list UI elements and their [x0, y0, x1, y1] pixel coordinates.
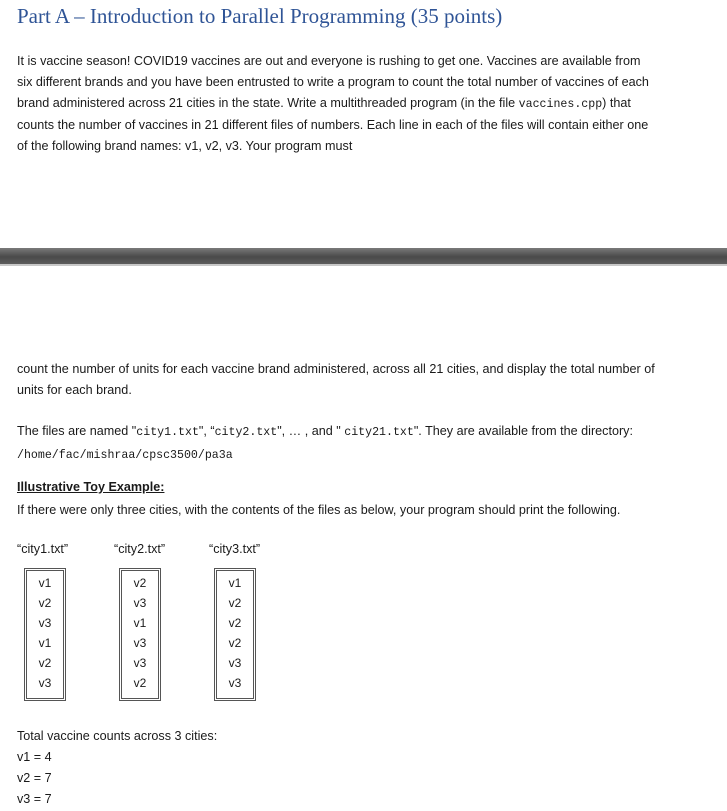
- page-break-shadow: [0, 264, 727, 266]
- file-line: v2: [38, 596, 52, 610]
- file-box-city2: [119, 568, 161, 701]
- output-title: Total vaccine counts across 3 cities:: [17, 729, 218, 743]
- files-text-3: ", … , and ": [277, 424, 345, 438]
- file-box-city1: [24, 568, 66, 701]
- output-line-v2: v2 = 7: [17, 771, 52, 785]
- file-line: v1: [38, 576, 52, 590]
- code-directory-path: /home/fac/mishraa/cpsc3500/pa3a: [17, 448, 233, 462]
- files-text-4: ". They are available from the directory:: [413, 424, 633, 438]
- file-label-city2: “city2.txt”: [114, 542, 166, 556]
- page-break-bar: [0, 248, 727, 264]
- file-line: v1: [133, 616, 147, 630]
- file-line: v2: [228, 596, 242, 610]
- intro-text-2: ) that counts the number of vaccines in 21 different files of numbers. Each line in each of the files will contain either one of the following brand names: v1, v2, v3. Your program must: [17, 95, 649, 154]
- file-line: v3: [133, 636, 147, 650]
- code-city21: city21.txt: [344, 426, 414, 439]
- toy-example-title: Illustrative Toy Example:: [17, 480, 165, 494]
- file-line: v1: [38, 636, 52, 650]
- file-line: v3: [133, 656, 147, 670]
- file-label-city3: “city3.txt”: [209, 542, 261, 556]
- files-text-2: ", “: [198, 424, 215, 438]
- file-box-city3: [214, 568, 256, 701]
- output-line-v3: v3 = 7: [17, 792, 52, 806]
- files-paragraph: [17, 421, 657, 467]
- files-text-1: The files are named ": [17, 424, 137, 438]
- code-city2: city2.txt: [214, 426, 278, 439]
- file-line: v3: [38, 676, 52, 690]
- file-line: v3: [38, 616, 52, 630]
- file-line: v2: [228, 636, 242, 650]
- file-line: v3: [228, 656, 242, 670]
- file-line: v2: [133, 676, 147, 690]
- intro-text-1: It is vaccine season! COVID19 vaccines are out and everyone is rushing to get one. Vaccines are available from six different brands and you have been entrusted to write a program to count the total number of vaccines of each brand administered across 21 cities in the state. Write a multithreaded program (in the file: [17, 54, 649, 110]
- continuation-paragraph: count the number of units for each vaccine brand administered, across all 21 cities, and display the total number of units for each brand.: [17, 362, 655, 397]
- file-line: v3: [228, 676, 242, 690]
- file-line: v2: [133, 576, 147, 590]
- file-line: v3: [133, 596, 147, 610]
- file-label-city1: “city1.txt”: [17, 542, 69, 556]
- file-line: v2: [228, 616, 242, 630]
- output-line-v1: v1 = 4: [17, 750, 52, 764]
- intro-paragraph: [17, 51, 657, 157]
- code-city1: city1.txt: [136, 426, 199, 439]
- file-line: v2: [38, 656, 52, 670]
- toy-example-intro: If there were only three cities, with the contents of the files as below, your program should print the following.: [17, 503, 621, 517]
- file-line: v1: [228, 576, 242, 590]
- section-heading: Part A – Introduction to Parallel Programming (35 points): [17, 4, 503, 28]
- inline-code-filename: vaccines.cpp: [518, 97, 603, 111]
